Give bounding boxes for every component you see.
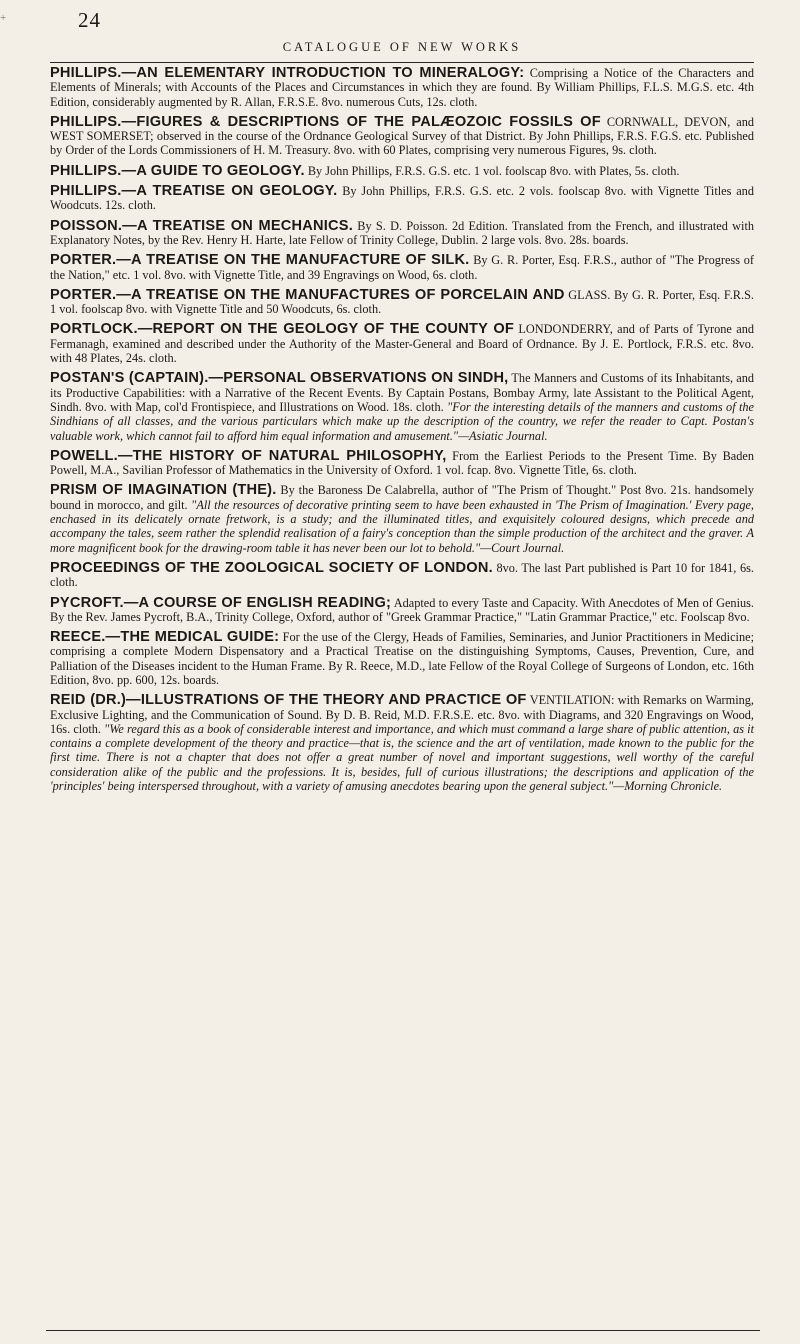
- entry-description: By G. R. Porter, Esq. F.R.S., author of "The Progress of the Nation," etc. 1 vol. 8vo. with Vignette Title, and 39 Engravings on Wood, 6s. cloth.: [50, 253, 754, 282]
- entry-description: LONDONDERRY, and of Parts of Tyrone and Fermanagh, examined and described under the Authority of the Master-General and Board of Ordnance. By J. E. Portlock, F.R.S. etc. 8vo. with 48 Plates, 24s. cloth.: [50, 322, 754, 366]
- catalogue-entry: [50, 561, 754, 590]
- entry-description: GLASS. By G. R. Porter, Esq. F.R.S. 1 vol. foolscap 8vo. with Vignette Title and 50 Woodcuts, 6s. cloth.: [50, 287, 754, 317]
- entry-heading: PORTER.—A TREATISE ON THE MANUFACTURES OF PORCELAIN AND: [50, 286, 565, 303]
- catalogue-entry: [50, 322, 754, 365]
- header-rule: [50, 62, 754, 63]
- running-title: CATALOGUE OF NEW WORKS: [282, 40, 522, 54]
- entry-description: The Manners and Customs of its Inhabitants, and its Productive Capabilities: with a Narrative of the Recent Events. By Captain Postans, Bombay Army, late Assistant to the Political Agent, Sindh. 8vo. with Map, col'd Frontispiece, and Illustrations on Wood. 18s. cloth.: [50, 371, 754, 414]
- entry-description: Comprising a Notice of the Characters and Elements of Minerals; with Accounts of the Places and Circumstances in which they are found. By William Phillips, F.L.S. M.G.S. etc. 4th Edition, considerably augmented by R. Allan, F.R.S.E. 8vo. numerous Cuts, 12s. cloth.: [50, 66, 755, 109]
- footer-rule: [46, 1330, 760, 1331]
- entry-heading: REID (DR.)—ILLUSTRATIONS OF THE THEORY AND PRACTICE OF: [50, 692, 527, 709]
- entry-description: By S. D. Poisson. 2d Edition. Translated from the French, and illustrated with Explanatory Notes, by the Rev. Henry H. Harte, late Fellow of Trinity College, Dublin. 2 large vols. 8vo. 28s. boards.: [50, 218, 755, 247]
- catalogue-entries: [50, 66, 754, 793]
- catalogue-entry: [50, 164, 754, 178]
- entry-heading: PYCROFT.—A COURSE OF ENGLISH READING;: [50, 594, 392, 611]
- entry-description: By John Phillips, F.R.S. G.S. etc. 1 vol. foolscap 8vo. with Plates, 5s. cloth.: [307, 163, 680, 178]
- margin-mark: +: [0, 12, 7, 24]
- entry-heading: PORTER.—A TREATISE ON THE MANUFACTURE OF SILK.: [50, 252, 470, 269]
- entry-heading: PHILLIPS.—AN ELEMENTARY INTRODUCTION TO MINERALOGY:: [50, 65, 525, 81]
- entry-heading: POSTAN'S (CAPTAIN).—PERSONAL OBSERVATIONS ON SINDH,: [50, 370, 509, 387]
- entry-heading: PHILLIPS.—A TREATISE ON GEOLOGY.: [50, 183, 338, 200]
- catalogue-entry: [50, 371, 754, 442]
- entry-heading: POWELL.—THE HISTORY OF NATURAL PHILOSOPHY,: [50, 447, 447, 464]
- entry-heading: PHILLIPS.—A GUIDE TO GEOLOGY.: [50, 162, 305, 179]
- entry-description: From the Earliest Periods to the Present Time. By Baden Powell, M.A., Savilian Professor of Mathematics in the University of Oxford. 1 vol. fcap. 8vo. Vignette Title, 6s. cloth.: [50, 448, 754, 478]
- page-number: 24: [78, 8, 101, 32]
- catalogue-entry: [50, 630, 754, 687]
- running-head: [50, 0, 754, 62]
- entry-heading: PORTLOCK.—REPORT ON THE GEOLOGY OF THE COUNTY OF: [50, 321, 515, 338]
- catalogue-entry: [50, 483, 754, 554]
- entry-heading: PROCEEDINGS OF THE ZOOLOGICAL SOCIETY OF LONDON.: [50, 559, 493, 576]
- catalogue-entry: [50, 596, 754, 625]
- catalogue-entry: [50, 253, 754, 282]
- entry-description: For the use of the Clergy, Heads of Families, Seminaries, and Junior Practitioners in Medicine; comprising a complete Modern Dispensatory and a Practical Treatise on the distinguishing Symptoms, Causes, Prevention, Cure, and Palliation of the Diseases incident to the Human Frame. By R. Reece, M.D., late Fellow of the Royal College of Surgeons of London, etc. 16th Edition, 8vo. pp. 600, 12s. boards.: [50, 630, 754, 687]
- catalogue-entry: [50, 66, 754, 109]
- entry-description: CORNWALL, DEVON, and WEST SOMERSET; observed in the course of the Ordnance Geological Survey of that District. By John Phillips, F.R.S. F.G.S. etc. Published by Order of the Lords Commissioners of H. M. Treasury. 8vo. with 60 Plates, comprising very numerous Figures, 9s. cloth.: [50, 114, 754, 158]
- entry-review-quote: "For the interesting details of the manners and customs of the Sindhians of all classes, and the various particulars which make up the description of the country, we refer the reader to Capt. Postan's valuable work, which cannot fail to afford him equal information and amusement."—Asiatic Journal.: [50, 399, 755, 443]
- catalogue-entry: [50, 449, 754, 478]
- entry-description: By the Baroness De Calabrella, author of "The Prism of Thought." Post 8vo. 21s. handsomely bound in morocco, and gilt.: [50, 483, 754, 512]
- catalogue-entry: [50, 115, 754, 158]
- catalogue-entry: [50, 288, 754, 317]
- entry-heading: PHILLIPS.—FIGURES & DESCRIPTIONS OF THE PALÆOZOIC FOSSILS OF: [50, 113, 601, 130]
- catalogue-entry: [50, 219, 754, 248]
- entry-description: Adapted to every Taste and Capacity. With Anecdotes of Men of Genius. By the Rev. James Pycroft, B.A., Trinity College, Oxford, author of "Greek Grammar Practice," "Latin Grammar Practice," etc. Foolscap 8vo.: [50, 595, 754, 624]
- entry-review-quote: "We regard this as a book of considerable interest and importance, and which must command a large share of public attention, as it contains a complete development of the theory and practice—that is, the science and the art of ventilation, made known to the public for the first time. There is not a chapter that does not offer a great number of novel and important suggestions, well worthy of the careful consideration alike of the public and the professions. It is, besides, full of curious illustrations; the descriptions and application of the 'principles' being interspersed throughout, with a variety of amusing anecdotes bearing upon the general subject."—Morning Chronicle.: [50, 721, 754, 794]
- catalogue-entry: [50, 184, 754, 213]
- entry-description: 8vo. The last Part published is Part 10 for 1841, 6s. cloth.: [50, 560, 755, 590]
- entry-description: VENTILATION: with Remarks on Warming, Exclusive Lighting, and the Communication of Sound. By D. B. Reid, M.D. F.R.S.E. etc. 8vo. with Diagrams, and 320 Engravings on Wood, 16s. cloth.: [50, 693, 754, 736]
- entry-description: By John Phillips, F.R.S. G.S. etc. 2 vols. foolscap 8vo. with Vignette Titles and Woodcuts. 12s. cloth.: [50, 184, 754, 213]
- entry-heading: POISSON.—A TREATISE ON MECHANICS.: [50, 217, 353, 234]
- catalogue-entry: [50, 693, 754, 793]
- entry-review-quote: "All the resources of decorative printing seem to have been exhausted in 'The Prism of Imagination.' Every page, enchased in its delicately ornate fretwork, is a study; and the illuminated titles, and exquisitely coloured designs, which precede and accompany the tales, seem rather the splendid realisation of a fairy's conception than the simple production of the architect and the graver. A more magnificent book for the drawing-room table it has never been our lot to behold."—Court Journal.: [50, 497, 754, 555]
- entry-heading: REECE.—THE MEDICAL GUIDE:: [50, 629, 280, 646]
- entry-heading: PRISM OF IMAGINATION (THE).: [50, 482, 277, 499]
